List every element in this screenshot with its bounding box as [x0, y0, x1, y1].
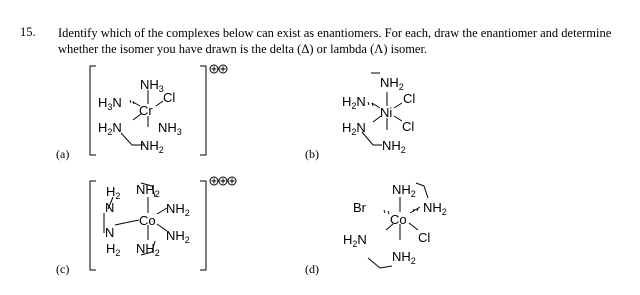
- d-ligand-lower-right: Cl: [418, 230, 431, 245]
- d-ligand-lower-left: $H_2N$: [343, 232, 367, 249]
- d-ligand-top: $NH_2$: [392, 182, 416, 199]
- a-ligand-bottom: $NH_2$: [140, 138, 164, 155]
- c-ligand-bottom-nh2: $NH_2$: [136, 241, 160, 258]
- bracket-c-left: [90, 181, 96, 270]
- bracket-c-right: [200, 181, 206, 270]
- c-ligand-lower-left: N: [105, 225, 115, 240]
- a-ligand-upper-right: Cl: [163, 90, 176, 105]
- a-charge: [210, 65, 227, 73]
- c-metal: Co: [139, 213, 156, 228]
- part-d-label: (d): [305, 262, 319, 276]
- c-ligand-upper-left: N: [105, 200, 115, 215]
- part-c-label: (c): [56, 262, 70, 276]
- b-ligand-bottom: $NH_2$: [382, 138, 406, 155]
- question-text: Identify which of the complexes below can exist as enantiomers. For each, draw the enantiomer and determine whether the isomer you have drawn is the delta (Δ) or lambda (Λ) isomer.: [58, 26, 612, 56]
- c-ligand-top-h2: $H_2$: [106, 184, 121, 201]
- c-ligand-upper-right: $NH_2$: [166, 201, 190, 218]
- d-ligand-upper-left: Br: [353, 200, 366, 215]
- d-ligand-bottom: $NH_2$: [392, 249, 416, 266]
- b-ligand-lower-right: Cl: [402, 119, 415, 134]
- bracket-a-left: [90, 66, 96, 155]
- c-ligand-lower-right: $NH_2$: [166, 228, 190, 245]
- a-ligand-upper-left: $H_3N$: [98, 95, 122, 112]
- d-ligand-upper-right: $NH_2$: [423, 200, 447, 217]
- a-ligand-lower-left: $H_2N$: [98, 120, 122, 137]
- b-metal: Ni: [380, 105, 393, 120]
- b-ligand-upper-left: $H_2N$: [342, 94, 366, 111]
- part-b-label: (b): [305, 147, 319, 161]
- c-charge: [210, 177, 236, 185]
- b-ligand-top: $NH_2$: [380, 75, 404, 92]
- b-ligand-upper-right: Cl: [403, 91, 416, 106]
- c-ligand-bottom-h2: $H_2$: [106, 241, 121, 258]
- a-ligand-top: $NH_3$: [140, 77, 164, 94]
- question-number: 15.: [20, 25, 36, 39]
- a-metal: Cr: [139, 103, 153, 118]
- part-a-label: (a): [56, 147, 70, 161]
- d-metal: Co: [390, 212, 407, 227]
- bracket-a-right: [200, 66, 206, 155]
- a-ligand-lower-right: $NH_3$: [158, 120, 182, 137]
- b-ligand-lower-left: $H_2N$: [342, 120, 366, 137]
- c-ligand-top-nh2: $NH_2$: [136, 182, 160, 199]
